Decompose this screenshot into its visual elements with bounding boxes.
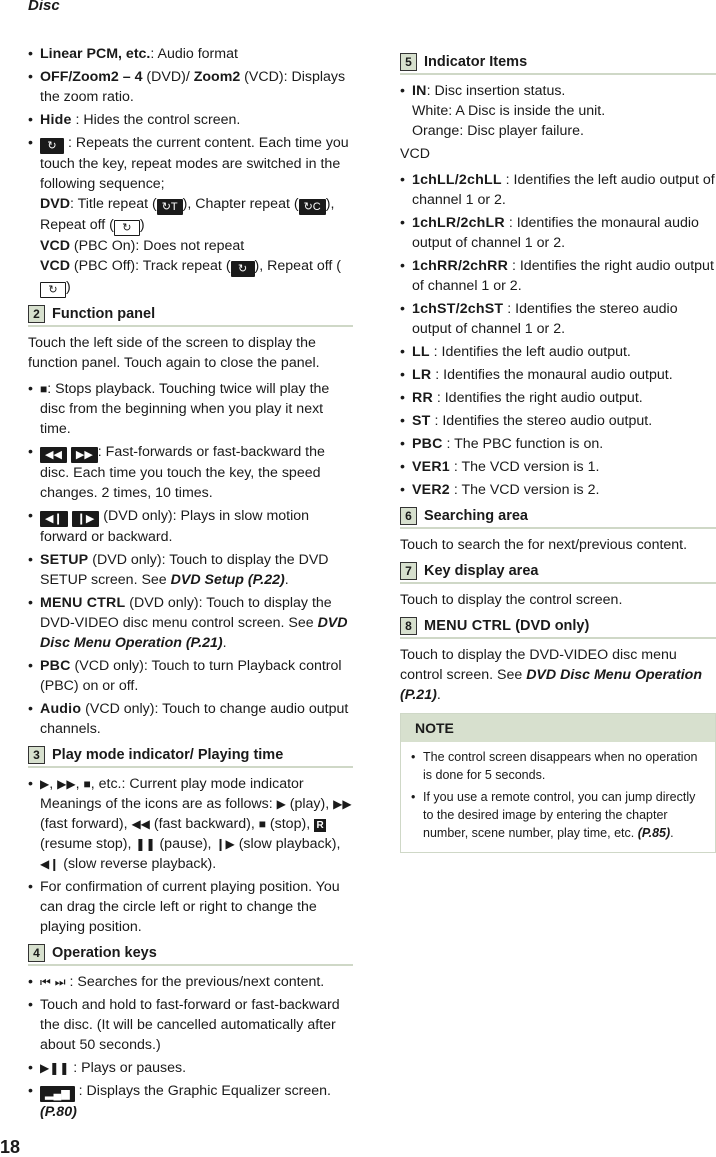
list-item: • 1chLR/2chLR : Identifies the monaural audio output of channel 1 or 2.: [400, 215, 699, 251]
section-heading: [28, 745, 353, 768]
repeat-text: : Repeats the current content. Each time you touch the key, repeat modes are switched in the following sequence;: [40, 135, 349, 192]
list-item: • VER2 : The VCD version is 2.: [400, 482, 600, 498]
list-item: • ◀❙ ❙▶ (DVD only): Plays in slow motion forward or backward.: [28, 508, 310, 545]
section-title: Key display area: [424, 563, 539, 579]
list-item: • Audio (VCD only): Touch to change audio output channels.: [28, 701, 349, 737]
indicator-key: 1chLL/2chLL: [412, 172, 502, 188]
pause-icon: ❚❚: [135, 837, 156, 851]
term-label: Linear PCM, etc.: [40, 46, 151, 62]
repeat-text: ), Chapter repeat (: [182, 196, 299, 212]
item-text: : Identifies the right audio output of channel 1 or 2.: [412, 258, 714, 294]
page-header: Disc: [28, 0, 60, 14]
section-number: 7: [400, 562, 417, 580]
term-label: Zoom2: [193, 69, 241, 85]
title-repeat-icon: ↻T: [157, 199, 183, 215]
audio-key: Audio: [40, 701, 82, 717]
repeat-icon: ↻: [40, 138, 64, 154]
list-item: • 1chST/2chST : Identifies the stereo audio output of channel 1 or 2.: [400, 301, 678, 337]
slow-forward-icon: ❙▶: [72, 511, 100, 527]
play-icon: ▶: [276, 797, 286, 811]
play-icon: ▶: [40, 777, 50, 791]
item-text: (VCD only): Touch to change audio output channels.: [40, 701, 349, 737]
track-repeat-icon: ↻: [231, 261, 255, 277]
indicator-key: 1chST/2chST: [412, 301, 504, 317]
repeat-text: (PBC Off): Track repeat (: [69, 258, 231, 274]
item-text: : Fast-forwards or fast-backward the disc. Each time you touch the key, the speed changes. 2 times, 10 times.: [40, 444, 325, 501]
section-heading: [28, 943, 353, 966]
list-item: • ◀◀ ▶▶ : Fast-forwards or fast-backward the disc. Each time you touch the key, the speed changes. 2 times, 10 times.: [28, 444, 325, 501]
section-heading: [28, 304, 353, 327]
list-item: • OFF/Zoom2 – 4 (DVD)/ Zoom2 (VCD): Displays the zoom ratio.: [28, 69, 346, 105]
resume-stop-icon: R: [314, 819, 326, 832]
reference: DVD Disc Menu Operation (P.21): [40, 615, 348, 651]
section-number: 4: [28, 944, 45, 962]
note-item: • The control screen disappears when no operation is done for 5 seconds.: [411, 748, 709, 784]
item-text: Touch and hold to fast-forward or fast-backward the disc. (It will be cancelled automatically after about 50 seconds.): [40, 997, 340, 1053]
item-text: Orange: Disc player failure.: [412, 123, 584, 139]
list-item: • ▂▄▆ : Displays the Graphic Equalizer screen. (P.80): [28, 1083, 331, 1120]
list-item: • LR : Identifies the monaural audio output.: [400, 367, 673, 383]
indicator-key: 1chRR/2chRR: [412, 258, 509, 274]
term-text: : Hides the control screen.: [71, 112, 241, 128]
slow-reverse-icon: ◀❙: [40, 511, 68, 527]
section-title: Play mode indicator/ Playing time: [52, 747, 284, 763]
play-pause-icon: ▶❚❚: [40, 1061, 70, 1075]
indicator-key: LR: [412, 367, 432, 383]
term-text: (VCD): Displays the zoom ratio.: [40, 69, 346, 105]
indicator-key: IN: [412, 83, 427, 99]
list-item: • PBC : The PBC function is on.: [400, 436, 604, 452]
repeat-text: : Title repeat (: [69, 196, 157, 212]
list-item: • RR : Identifies the right audio output.: [400, 390, 643, 406]
repeat-text: (PBC On): Does not repeat: [69, 238, 245, 254]
paragraph: Touch the left side of the screen to display the function panel. Touch again to close the panel.: [28, 335, 320, 371]
list-item: • IN: Disc insertion status. White: A Disc is inside the unit. Orange: Disc player failure.: [400, 83, 606, 139]
hide-key: Hide: [40, 112, 72, 128]
item-text: .: [670, 826, 674, 840]
slow-reverse-icon: ◀❙: [40, 857, 60, 871]
vcd-indicator-list: [400, 170, 716, 500]
section-number: 8: [400, 617, 417, 635]
repeat-text: ): [66, 279, 71, 295]
note-item: • If you use a remote control, you can jump directly to the desired image by entering the chapter number, scene number, play time, etc. (P.85).: [411, 790, 696, 840]
item-text: : Identifies the stereo audio output of channel 1 or 2.: [412, 301, 678, 337]
section-number: 6: [400, 507, 417, 525]
menu-ctrl-key: MENU CTRL: [40, 595, 126, 611]
item-text: For confirmation of current playing position. You can drag the circle left or right to change the playing position.: [40, 879, 340, 935]
vcd-label: VCD: [40, 258, 70, 274]
indicator-key: 1chLR/2chLR: [412, 215, 505, 231]
item-text: : Identifies the right audio output.: [432, 390, 643, 406]
list-item: • PBC (VCD only): Touch to turn Playback control (PBC) on or off.: [28, 658, 342, 694]
list-item: • ST : Identifies the stereo audio output.: [400, 413, 653, 429]
section-title: (DVD only): [511, 618, 590, 634]
fast-backward-icon: ◀◀: [131, 817, 150, 831]
section-heading: [400, 52, 716, 75]
item-text: (pause),: [155, 836, 216, 852]
list-item: • Hide : Hides the control screen.: [28, 112, 241, 128]
reference: DVD Setup (P.22): [170, 572, 285, 588]
list-item-repeat: • ↻ : Repeats the current content. Each time you touch the key, repeat modes are switched in the following sequence; DVD: Title repeat ( ↻T ), Chapter repeat ( ↻C ), Repeat off ( ↻ ) VCD (PBC On): Does not repeat VCD (PBC Off): Track repeat ( ↻ ), Repeat off (↻ ): [28, 135, 349, 296]
fast-forward-icon: ▶▶: [333, 797, 352, 811]
list-item: • ▶, ▶▶, ■, etc.: Current play mode indicator Meanings of the icons are as follows: ▶ (play), ▶▶ (fast forward), ◀◀ (fast backward), ■ (stop), R (resume stop), ❚❚ (pause), ❙▶ (slow playback), ◀❙ (slow reverse playback).: [28, 776, 352, 872]
list-item: • VER1 : The VCD version is 1.: [400, 459, 600, 475]
list-item: • 1chRR/2chRR : Identifies the right audio output of channel 1 or 2.: [400, 258, 714, 294]
indicator-key: LL: [412, 344, 430, 360]
section-heading: [400, 616, 716, 639]
slow-playback-icon: ❙▶: [215, 837, 235, 851]
list-item: • ⏮ ⏭ : Searches for the previous/next content.: [28, 974, 325, 990]
section-number: 2: [28, 305, 45, 323]
item-text: , etc.: Current play mode indicator Meanings of the icons are as follows:: [40, 776, 304, 812]
indicator-key: VER2: [412, 482, 450, 498]
list-item: • Linear PCM, etc.: Audio format: [28, 46, 238, 62]
reference: DVD Disc Menu Operation (P.21): [400, 667, 702, 703]
pbc-key: PBC: [40, 658, 71, 674]
item-text: : Identifies the stereo audio output.: [430, 413, 653, 429]
paragraph: Touch to display the control screen.: [400, 592, 623, 608]
indicator-key: ST: [412, 413, 431, 429]
item-text: (DVD only): Touch to display the DVD-VIDEO disc menu control screen. See: [40, 595, 332, 631]
list-item: • Touch and hold to fast-forward or fast-backward the disc. (It will be cancelled automatically after about 50 seconds.): [28, 995, 353, 1055]
dvd-label: DVD: [40, 196, 70, 212]
repeat-text: ), Repeat off (: [254, 258, 342, 274]
term-text: : Audio format: [150, 46, 238, 62]
stop-icon: ■: [258, 817, 266, 831]
item-text: : Stops playback. Touching twice will play the disc from the beginning when you play it next time.: [40, 381, 330, 437]
fast-forward-icon: ▶▶: [71, 447, 98, 463]
section-title: Indicator Items: [424, 54, 528, 70]
section-title: Searching area: [424, 508, 528, 524]
section-number: 3: [28, 746, 45, 764]
section-title: Function panel: [52, 306, 156, 322]
indicator-key: VER1: [412, 459, 450, 475]
item-text: .: [436, 687, 441, 703]
repeat-text: ), Repeat off (: [40, 196, 335, 233]
list-item: • LL : Identifies the left audio output.: [400, 344, 631, 360]
fast-forward-icon: ▶▶: [57, 777, 76, 791]
paragraph: Touch to search the for next/previous content.: [400, 537, 688, 553]
menu-ctrl-key: MENU CTRL: [424, 618, 512, 634]
list-item: • ■: Stops playback. Touching twice will play the disc from the beginning when you play it next time.: [28, 381, 330, 437]
stop-icon: ■: [83, 777, 91, 791]
fast-backward-icon: ◀◀: [40, 447, 67, 463]
section-number: 5: [400, 53, 417, 71]
repeat-text: ): [139, 217, 145, 233]
item-text: : Disc insertion status.: [426, 83, 566, 99]
item-text: (slow playback),: [234, 836, 341, 852]
next-icon: ⏭: [54, 975, 66, 989]
item-text: : Identifies the left audio output.: [429, 344, 631, 360]
paragraph: [400, 645, 716, 705]
setup-key: SETUP: [40, 552, 89, 568]
item-text: (fast backward),: [149, 816, 259, 832]
page-number: 18: [0, 1137, 21, 1157]
equalizer-icon: ▂▄▆: [40, 1086, 75, 1102]
item-text: (DVD only): Plays in slow motion forward or backward.: [40, 508, 310, 545]
repeat-off-icon: ↻: [40, 282, 66, 298]
item-text: (fast forward),: [40, 816, 132, 832]
item-text: : Identifies the left audio output of channel 1 or 2.: [412, 172, 715, 208]
left-column: [28, 44, 353, 1125]
vcd-heading: VCD: [400, 146, 430, 162]
item-text: (VCD only): Touch to turn Playback control (PBC) on or off.: [40, 658, 342, 694]
term-text: (DVD)/: [142, 69, 194, 85]
note-box: [400, 713, 716, 853]
reference: (P.85): [637, 826, 671, 840]
item-text: White: A Disc is inside the unit.: [412, 103, 606, 119]
item-text: (DVD only): Touch to display the DVD SETUP screen. See: [40, 552, 329, 588]
list-item: • MENU CTRL (DVD only): Touch to display the DVD-VIDEO disc menu control screen. See DVD Disc Menu Operation (P.21).: [28, 595, 348, 651]
indicator-key: RR: [412, 390, 433, 406]
item-text: : Plays or pauses.: [69, 1060, 187, 1076]
repeat-off-icon: ↻: [114, 220, 140, 236]
term-label: OFF/Zoom2 – 4: [40, 69, 143, 85]
item-text: : The VCD version is 2.: [449, 482, 600, 498]
stop-icon: ■: [40, 382, 48, 396]
item-text: : The PBC function is on.: [442, 436, 604, 452]
chapter-repeat-icon: ↻C: [299, 199, 326, 215]
list-item: • SETUP (DVD only): Touch to display the DVD SETUP screen. See DVD Setup (P.22).: [28, 552, 329, 588]
item-text: : The VCD version is 1.: [449, 459, 600, 475]
reference: (P.80): [40, 1104, 77, 1120]
section-title: Operation keys: [52, 945, 157, 961]
item-text: : Identifies the monaural audio output of channel 1 or 2.: [412, 215, 699, 251]
list-item: • ▶❚❚ : Plays or pauses.: [28, 1060, 187, 1076]
indicator-key: PBC: [412, 436, 443, 452]
section-heading: [400, 506, 716, 529]
section-heading: [400, 561, 716, 584]
right-column: [400, 44, 716, 853]
previous-icon: ⏮: [40, 975, 51, 989]
item-text: (play),: [285, 796, 334, 812]
list-item: • 1chLL/2chLL : Identifies the left audio output of channel 1 or 2.: [400, 172, 715, 208]
item-text: : Searches for the previous/next content.: [65, 974, 325, 990]
item-text: The control screen disappears when no operation is done for 5 seconds.: [423, 750, 698, 782]
item-text: (resume stop),: [40, 836, 136, 852]
item-text: If you use a remote control, you can jump directly to the desired image by entering the chapter number, scene number, play time, etc.: [423, 790, 696, 840]
item-text: (stop),: [265, 816, 315, 832]
vcd-label: VCD: [40, 238, 70, 254]
item-text: : Identifies the monaural audio output.: [431, 367, 673, 383]
item-text: Touch to display the DVD-VIDEO disc menu control screen. See: [400, 647, 677, 683]
note-title: NOTE: [401, 714, 715, 742]
item-text: : Displays the Graphic Equalizer screen.: [74, 1083, 331, 1099]
list-item: • For confirmation of current playing position. You can drag the circle left or right to change the playing position.: [28, 877, 353, 937]
item-text: (slow reverse playback).: [59, 856, 217, 872]
